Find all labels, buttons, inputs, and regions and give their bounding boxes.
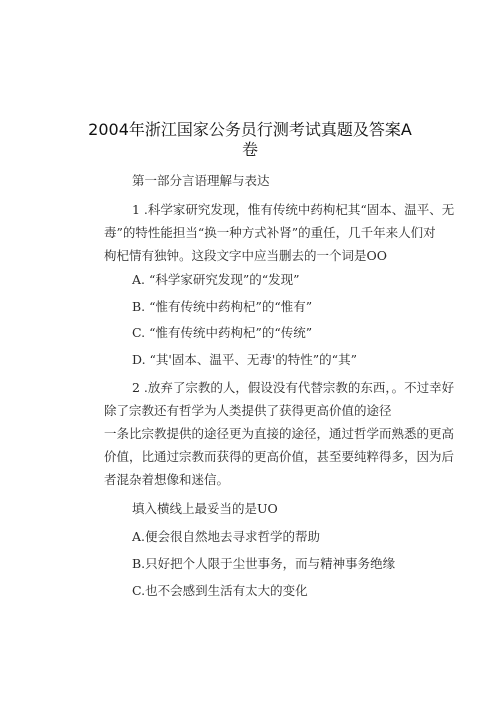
q2-text-line-2: 除了宗教还有哲学为人类提供了获得更高价值的途径 bbox=[104, 403, 392, 418]
q2-option-a: A.便会很自然地去寻求哲学的帮助 bbox=[132, 529, 321, 544]
q2-text-line-5: 者混杂着想像和迷信。 bbox=[104, 472, 230, 487]
q1-option-d: D. “其'固本、温平、无毒'的特性”的“其” bbox=[132, 352, 357, 367]
document-title-line-1: 2004年浙江国家公务员行测考试真题及答案A bbox=[88, 120, 412, 139]
q1-option-b: B. “惟有传统中药枸杞”的“惟有” bbox=[132, 299, 313, 314]
q2-text-line-3: 一条比宗教提供的途径更为直接的途径，通过哲学而熟悉的更高 bbox=[104, 426, 455, 441]
q1-option-a: A. “科学家研究发现”的“发现” bbox=[132, 272, 300, 287]
q2-text-line-4: 价值，比通过宗教而获得的更高价值，甚至要纯粹得多，因为后 bbox=[104, 449, 455, 464]
q2-prompt: 填入横线上最妥当的是UO bbox=[132, 501, 278, 516]
q2-option-b: B.只好把个人限于尘世事务，而与精神事务绝缘 bbox=[132, 556, 396, 571]
section-heading: 第一部分言语理解与表达 bbox=[132, 173, 270, 188]
q2-text-line-1: 2 .放弃了宗教的人，假设没有代替宗教的东西，。不过幸好 bbox=[132, 380, 455, 395]
q1-text-line-1: 1 .科学家研究发现，惟有传统中药枸杞其“固本、温平、无 bbox=[132, 202, 455, 217]
q2-option-c: C.也不会感到生活有太大的变化 bbox=[132, 583, 308, 598]
q1-text-line-2: 毒”的特性能担当“换一种方式补肾”的重任，几千年来人们对 bbox=[104, 225, 436, 240]
q1-text-line-3: 枸杞情有独钟。这段文字中应当删去的一个词是OO bbox=[104, 248, 387, 263]
document-title-line-2: 卷 bbox=[241, 140, 258, 159]
q1-option-c: C. “惟有传统中药枸杞”的“传统” bbox=[132, 325, 313, 340]
